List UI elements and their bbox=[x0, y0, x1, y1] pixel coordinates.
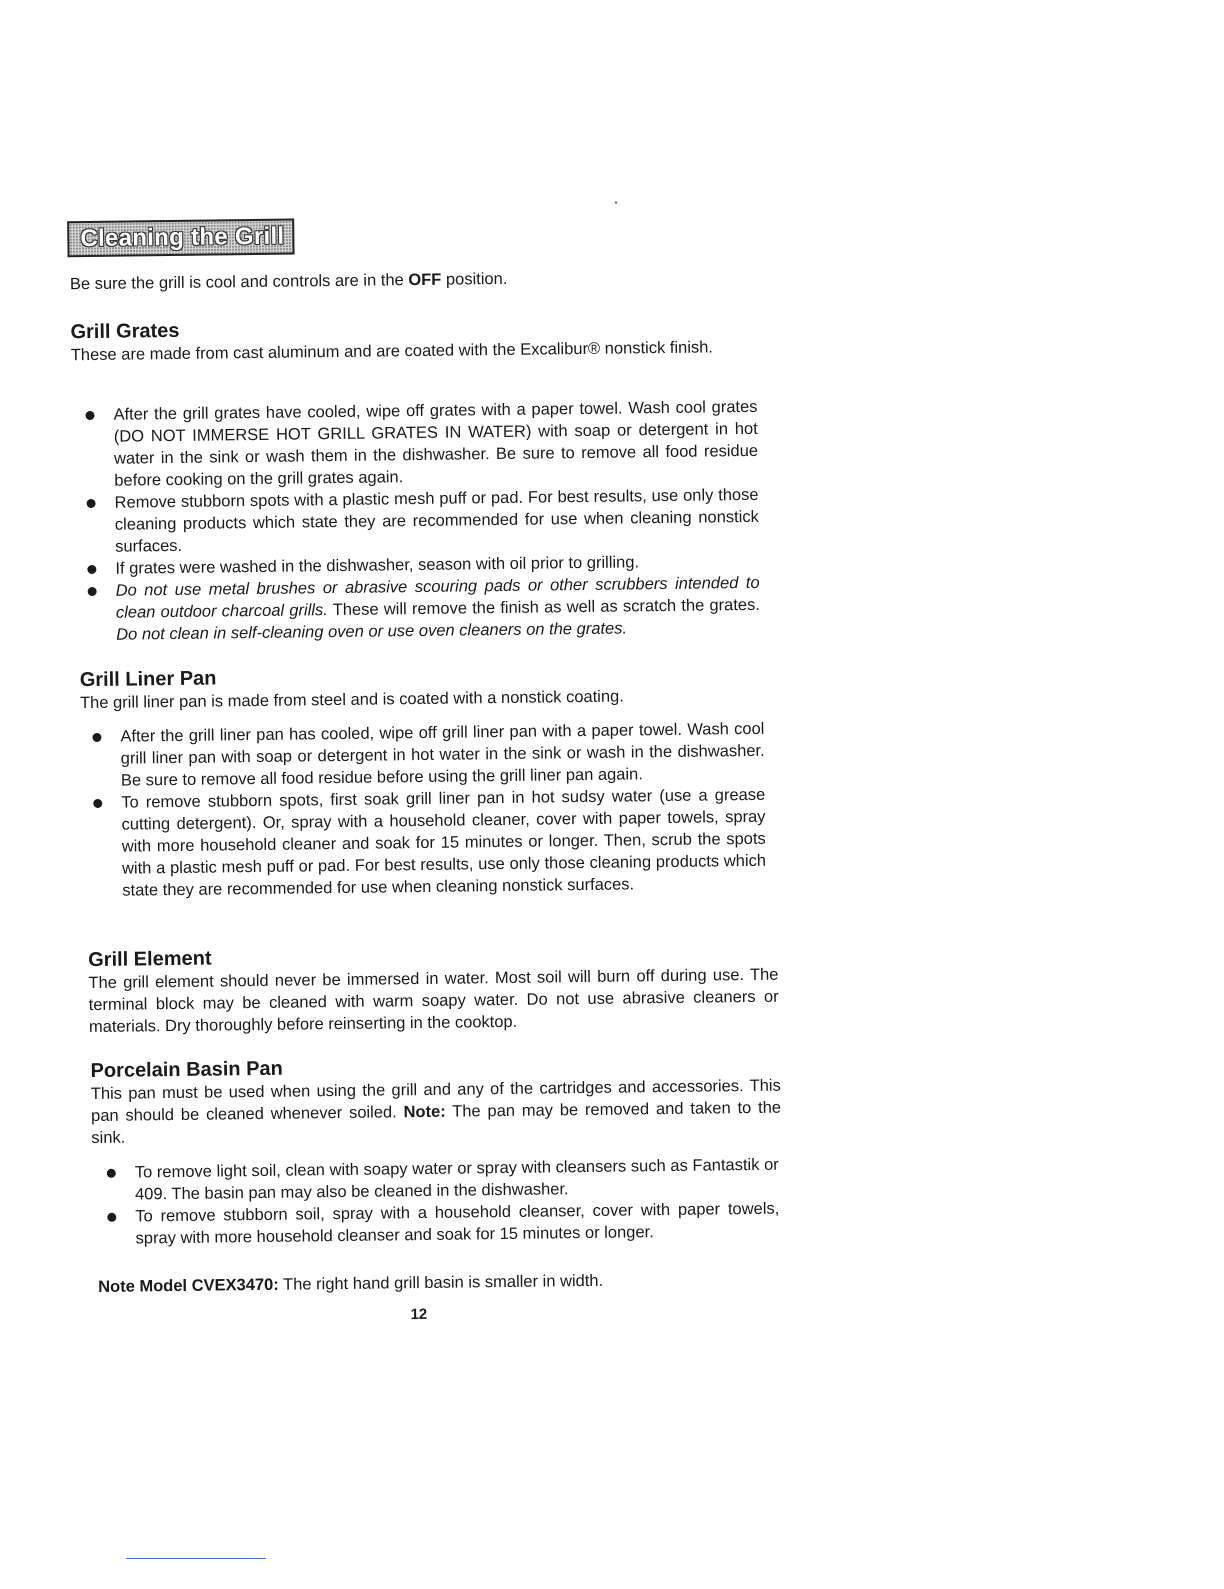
list-item: Do not use metal brushes or abrasive scouring pads or other scrubbers intended to clean outdoor charcoal grills. These will remove the finish as well as scratch the grates. Do not clean in self-cleaning oven or use oven cleaners on the grates. bbox=[84, 572, 761, 646]
list-item: If grates were washed in the dishwasher, season with oil prior to grilling. bbox=[83, 550, 759, 580]
liner-section bbox=[80, 660, 781, 715]
grates-bullet-list bbox=[81, 396, 760, 646]
list-item: To remove light soil, clean with soapy water or spray with cleansers such as Fantastik or 409. The basin pan may also be cleaned in the dishwasher. bbox=[103, 1154, 779, 1206]
element-section bbox=[88, 940, 779, 1038]
model-note bbox=[98, 1268, 788, 1298]
list-item: Remove stubborn spots with a plastic mesh puff or pad. For best results, use only those cleaning products which state they are recommended for use when cleaning nonstick surfaces. bbox=[82, 484, 759, 558]
liner-description: The grill liner pan is made from steel and is coated with a nonstick coating. bbox=[79, 687, 624, 713]
grates-section bbox=[70, 312, 731, 366]
list-item: After the grill grates have cooled, wipe off grates with a paper towel. Wash cool grates (DO NOT IMMERSE HOT GRILL GRATES IN WATER) with soap or detergent in hot water in the sink or wash them in the dishwasher. Be sure to remove all food residue before cooking on the grill grates again. bbox=[81, 396, 758, 492]
model-note-label: Note Model CVEX3470: bbox=[98, 1275, 279, 1296]
liner-heading: Grill Liner Pan bbox=[79, 667, 217, 692]
basin-bullet-list bbox=[103, 1154, 780, 1250]
element-heading: Grill Element bbox=[88, 947, 212, 972]
intro-block bbox=[70, 265, 770, 296]
note-label: Note: bbox=[403, 1102, 446, 1122]
scan-speck bbox=[615, 202, 617, 204]
list-item: After the grill liner pan has cooled, wipe off grill liner pan with a paper towel. Wash cool grill liner pan with soap or detergent in hot water in the sink or wash in the dishwasher. Be sure to remove all food residue before using the grill liner pan again. bbox=[88, 718, 765, 792]
section-title-box bbox=[67, 218, 294, 257]
liner-bullet-list bbox=[88, 718, 766, 902]
footer-rule bbox=[126, 1558, 266, 1559]
intro-text: Be sure the grill is cool and controls are in the OFF position. bbox=[69, 269, 508, 294]
off-keyword: OFF bbox=[408, 270, 442, 290]
basin-section bbox=[90, 1051, 781, 1149]
page-number: 12 bbox=[410, 1305, 428, 1324]
basin-description: This pan must be used when using the grill and any of the cartridges and accessories. This pan should be cleaned whenever soiled. Note: The pan may be removed and taken to the sink. bbox=[90, 1076, 782, 1148]
element-description: The grill element should never be immersed in water. Most soil will burn off during use. The terminal block may be cleaned with warm soapy water. Do not use abrasive cleaners or materials. Dry thoroughly before reinserting in the cooktop. bbox=[88, 965, 779, 1037]
section-title: Cleaning the Grill bbox=[80, 222, 285, 253]
list-item: To remove stubborn spots, first soak grill liner pan in hot sudsy water (use a grease cutting detergent). Or, spray with a household cleaner, cover with paper towels, spray with more household cleaner and soak for 15 minutes or longer. Then, scrub the spots with a plastic mesh puff or pad. For best results, use only those cleaning products which state they are recommended for use when cleaning nonstick surfaces. bbox=[89, 784, 766, 902]
grates-description: These are made from cast aluminum and are coated with the Excalibur® nonstick finish. bbox=[70, 338, 714, 365]
grates-heading: Grill Grates bbox=[70, 319, 180, 344]
basin-heading: Porcelain Basin Pan bbox=[90, 1057, 283, 1083]
list-item: To remove stubborn soil, spray with a household cleanser, cover with paper towels, spray with more household cleanser and soak for 15 minutes or longer. bbox=[103, 1198, 779, 1250]
model-note-text: The right hand grill basin is smaller in width. bbox=[278, 1271, 604, 1294]
